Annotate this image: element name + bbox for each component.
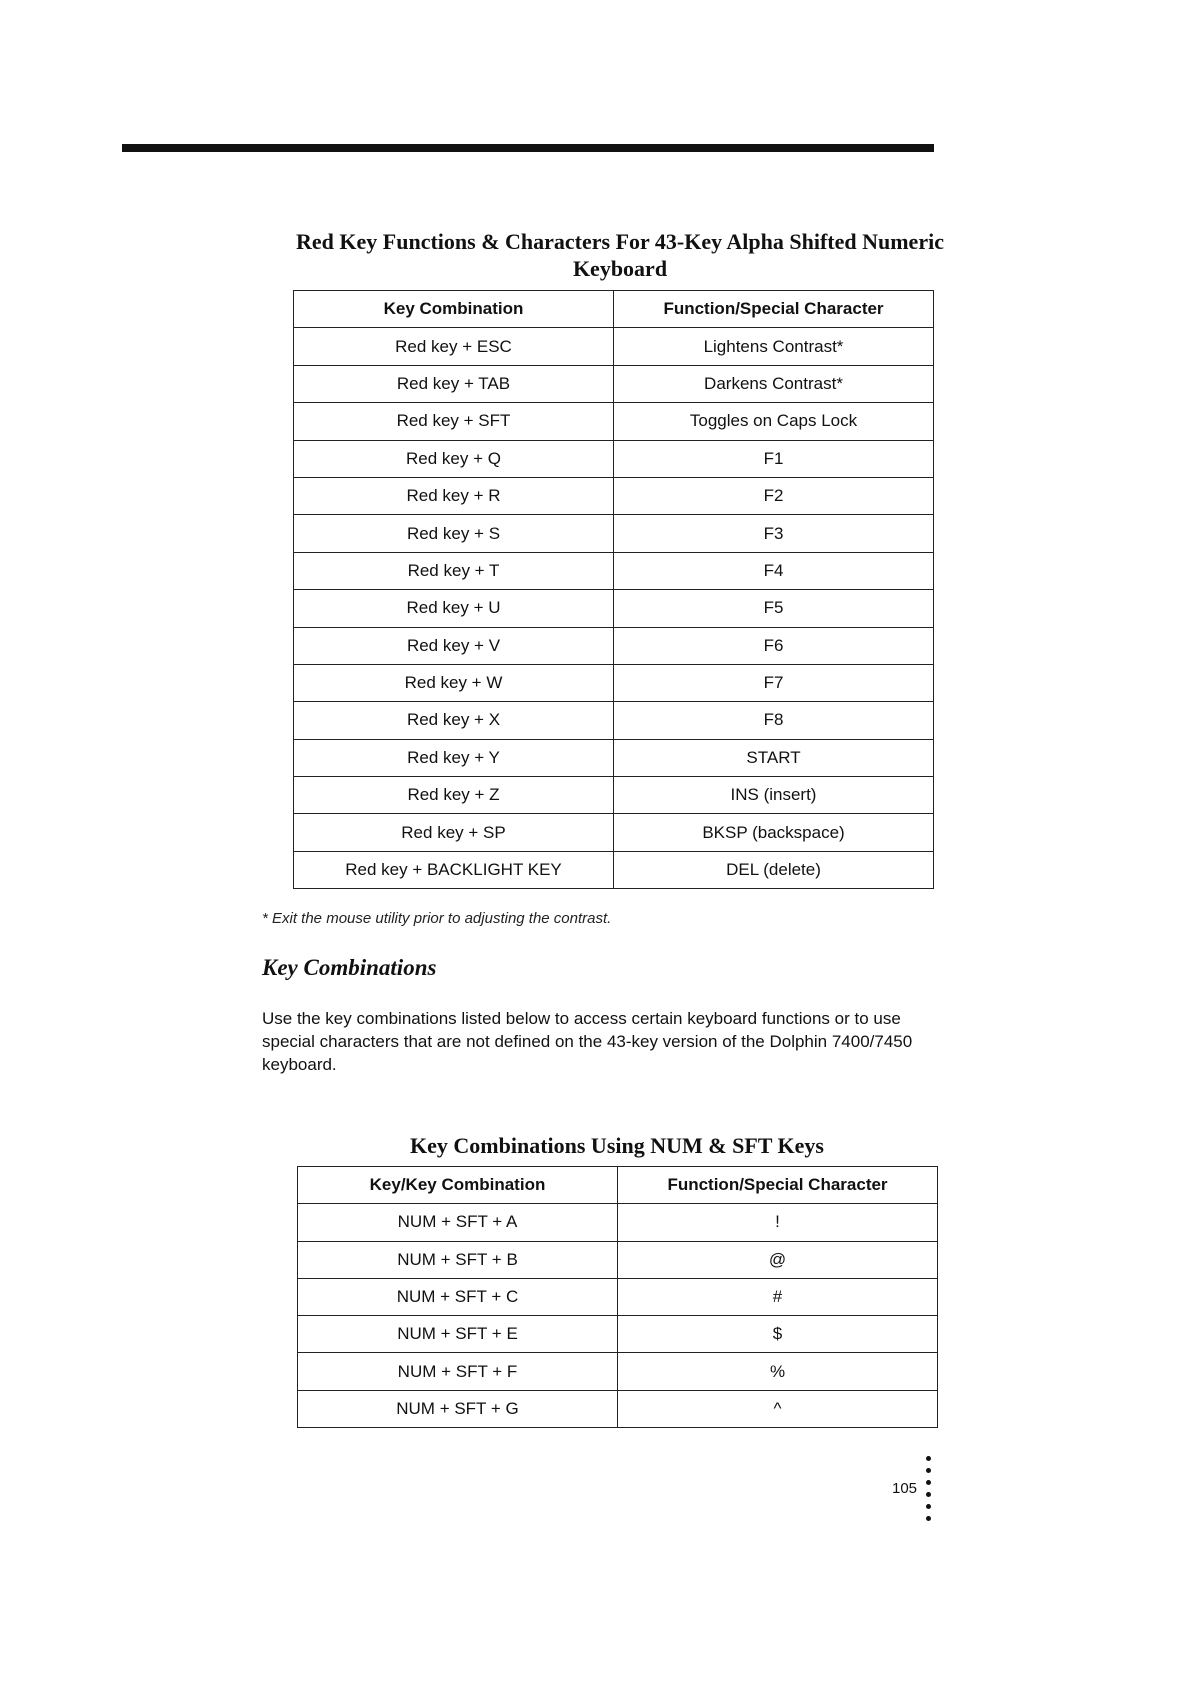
key-combination-cell: NUM + SFT + E <box>298 1316 618 1353</box>
key-combination-cell: NUM + SFT + B <box>298 1241 618 1278</box>
function-cell: # <box>618 1278 938 1315</box>
table-row <box>294 627 934 664</box>
function-cell: INS (insert) <box>614 777 934 814</box>
table-row <box>294 403 934 440</box>
key-combination-cell: Red key + Y <box>294 739 614 776</box>
table-row <box>294 365 934 402</box>
key-combination-cell: NUM + SFT + C <box>298 1278 618 1315</box>
column-header: Key/Key Combination <box>298 1167 618 1204</box>
body-paragraph: Use the key combinations listed below to access certain keyboard functions or to use special characters that are not defined on the 43-key version of the Dolphin 7400/7450 keyboard. <box>262 1009 913 1074</box>
table-row <box>298 1204 938 1241</box>
function-cell: BKSP (backspace) <box>614 814 934 851</box>
function-cell: F6 <box>614 627 934 664</box>
function-cell: Darkens Contrast* <box>614 365 934 402</box>
footnote: * Exit the mouse utility prior to adjusting the contrast. <box>262 910 612 927</box>
key-combination-cell: NUM + SFT + F <box>298 1353 618 1390</box>
function-cell: DEL (delete) <box>614 851 934 888</box>
function-cell: $ <box>618 1316 938 1353</box>
function-cell: F5 <box>614 590 934 627</box>
table-row <box>294 664 934 701</box>
key-combination-cell: Red key + BACKLIGHT KEY <box>294 851 614 888</box>
key-combination-cell: NUM + SFT + G <box>298 1390 618 1427</box>
top-rule <box>122 144 934 152</box>
table-row <box>294 702 934 739</box>
column-header: Function/Special Character <box>618 1167 938 1204</box>
table-header-row <box>294 291 934 328</box>
table-1-title: Red Key Functions & Characters For 43-Key Alpha Shifted Numeric Keyboard <box>296 229 944 281</box>
num-sft-combinations-table <box>297 1166 938 1428</box>
function-cell: ^ <box>618 1390 938 1427</box>
key-combination-cell: Red key + X <box>294 702 614 739</box>
key-combination-cell: Red key + U <box>294 590 614 627</box>
table-row <box>298 1353 938 1390</box>
function-cell: F7 <box>614 664 934 701</box>
table-row <box>298 1241 938 1278</box>
table-row <box>294 777 934 814</box>
table-row <box>294 440 934 477</box>
key-combination-cell: Red key + SP <box>294 814 614 851</box>
key-combination-cell: Red key + S <box>294 515 614 552</box>
key-combination-cell: Red key + SFT <box>294 403 614 440</box>
key-combination-cell: Red key + R <box>294 477 614 514</box>
key-combination-cell: Red key + W <box>294 664 614 701</box>
function-cell: F4 <box>614 552 934 589</box>
table-2-title: Key Combinations Using NUM & SFT Keys <box>410 1133 824 1158</box>
function-cell: START <box>614 739 934 776</box>
key-combination-cell: Red key + TAB <box>294 365 614 402</box>
table-row <box>294 739 934 776</box>
function-cell: @ <box>618 1241 938 1278</box>
function-cell: F2 <box>614 477 934 514</box>
red-key-functions-table <box>293 290 934 889</box>
table-row <box>294 477 934 514</box>
key-combination-cell: Red key + ESC <box>294 328 614 365</box>
function-cell: Toggles on Caps Lock <box>614 403 934 440</box>
column-header: Function/Special Character <box>614 291 934 328</box>
key-combination-cell: Red key + V <box>294 627 614 664</box>
table-row <box>298 1390 938 1427</box>
function-cell: F1 <box>614 440 934 477</box>
table-row <box>294 590 934 627</box>
function-cell: Lightens Contrast* <box>614 328 934 365</box>
table-row <box>294 552 934 589</box>
table-row <box>298 1316 938 1353</box>
key-combination-cell: Red key + Q <box>294 440 614 477</box>
page-number: 105 <box>892 1480 918 1497</box>
column-header: Key Combination <box>294 291 614 328</box>
table-header-row <box>298 1167 938 1204</box>
table-row <box>294 328 934 365</box>
function-cell: F3 <box>614 515 934 552</box>
key-combination-cell: NUM + SFT + A <box>298 1204 618 1241</box>
page-margin-dots <box>926 1456 932 1528</box>
function-cell: % <box>618 1353 938 1390</box>
table-row <box>294 814 934 851</box>
section-heading: Key Combinations <box>262 955 437 980</box>
table-row <box>294 851 934 888</box>
function-cell: ! <box>618 1204 938 1241</box>
key-combination-cell: Red key + T <box>294 552 614 589</box>
table-row <box>298 1278 938 1315</box>
table-row <box>294 515 934 552</box>
key-combination-cell: Red key + Z <box>294 777 614 814</box>
function-cell: F8 <box>614 702 934 739</box>
